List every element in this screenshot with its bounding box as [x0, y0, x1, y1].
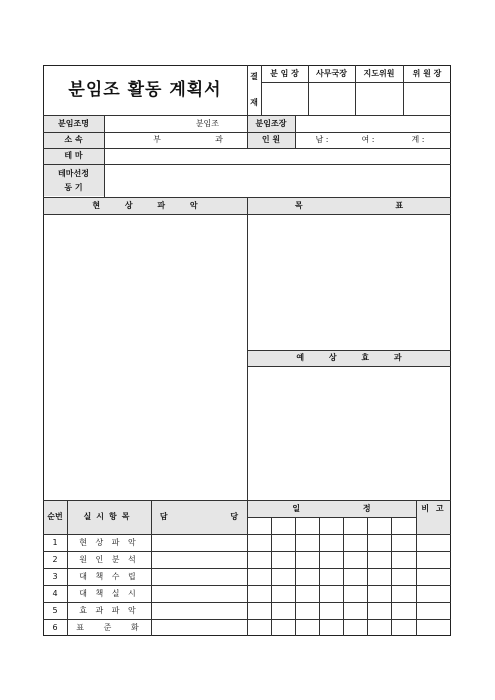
dept-unit-bu[interactable]: 부: [153, 135, 161, 144]
approval-side-label-bottom: 재: [250, 98, 258, 107]
motive-label-1: 테마선정: [58, 168, 89, 178]
schedule-header-note: 비 고: [421, 503, 446, 513]
members-female[interactable]: 여 :: [361, 135, 375, 144]
schedule-row-4-no: 4: [52, 588, 58, 598]
form-title: 분임조 활동 계획서: [68, 79, 222, 100]
schedule-row-4-item: 대 책 실 시: [79, 588, 139, 598]
schedule-row-6-no: 6: [52, 622, 58, 632]
schedule-header-period: 일 정: [292, 503, 371, 513]
expected-effect-content[interactable]: [248, 367, 450, 499]
schedule-row-1-item: 현 상 파 악: [79, 537, 139, 547]
schedule-row-5-no: 5: [52, 605, 58, 615]
section-current-state: 현 상 파 악: [92, 201, 198, 210]
members-label: 인 원: [261, 135, 281, 144]
theme-value[interactable]: [105, 149, 450, 163]
theme-label: 테 마: [64, 151, 83, 160]
motive-value[interactable]: [105, 165, 450, 196]
schedule-header-owner: 담 당: [159, 512, 239, 521]
approval-sign-chairman[interactable]: [404, 83, 450, 114]
dept-label: 소 속: [64, 135, 83, 144]
motive-label-2: 동 기: [64, 182, 83, 192]
schedule-row-6-item: 표 준 화: [76, 622, 142, 632]
schedule-row-1-no: 1: [52, 537, 58, 547]
schedule-row-2-no: 2: [52, 554, 58, 564]
members-total[interactable]: 계 :: [411, 135, 425, 144]
approval-col-secretary: 사무국장: [316, 68, 347, 78]
approval-col-chairman: 위 원 장: [412, 68, 442, 78]
group-name-value[interactable]: 분임조: [195, 118, 219, 128]
approval-col-leader: 분 임 장: [270, 68, 299, 78]
members-male[interactable]: 남 :: [315, 135, 329, 144]
schedule-header-no: 순번: [47, 512, 63, 521]
schedule-row-3-item: 대 책 수 립: [79, 571, 139, 581]
schedule-row-5-item: 효 과 파 악: [79, 605, 139, 615]
leader-label: 분임조장: [255, 118, 287, 128]
schedule-row-3-no: 3: [52, 571, 58, 581]
approval-col-advisor: 지도위원: [363, 68, 395, 78]
section-expected-effect: 예 상 효 과: [296, 353, 402, 362]
approval-sign-advisor[interactable]: [356, 83, 402, 114]
approval-side-label-top: 결: [250, 72, 258, 81]
schedule-header-item: 실시항목: [83, 512, 135, 521]
group-name-label: 분임조명: [58, 118, 89, 128]
section-goal: 목 표: [294, 201, 404, 210]
goal-content[interactable]: [248, 215, 450, 349]
dept-unit-gwa[interactable]: 과: [215, 135, 223, 144]
approval-sign-leader[interactable]: [262, 83, 307, 114]
current-state-content[interactable]: [44, 215, 246, 499]
leader-value[interactable]: [296, 116, 450, 131]
schedule-row-2-item: 원 인 분 석: [79, 554, 139, 564]
approval-sign-secretary[interactable]: [309, 83, 354, 114]
